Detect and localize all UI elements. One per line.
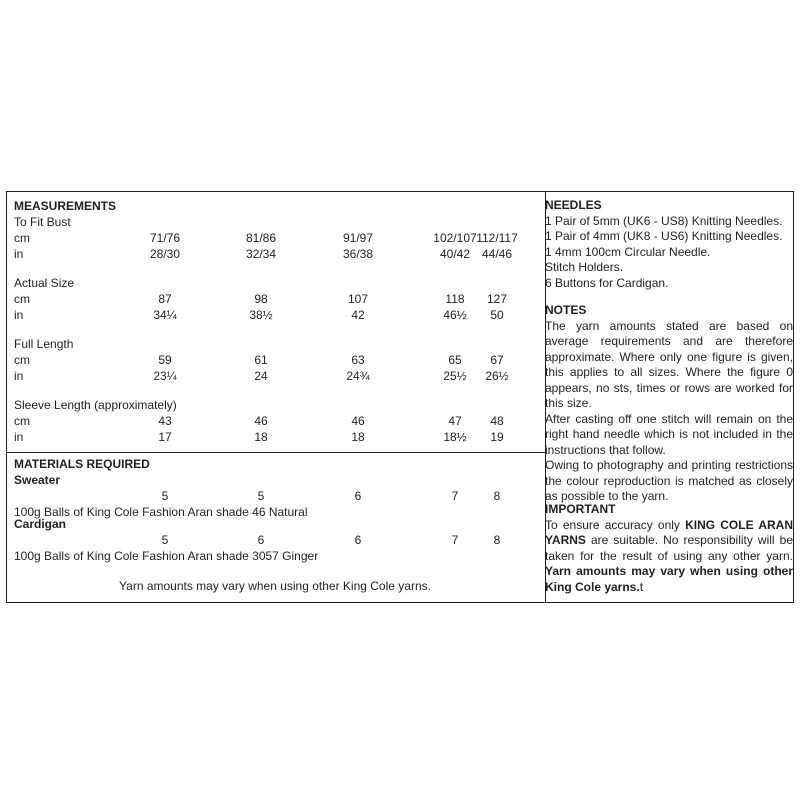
brand-name: KING COLE ARAN YARNS [545,517,793,547]
size-value: 71/76 [149,231,181,245]
material-item-description: 100g Balls of King Cole Fashion Aran shade 46 Natural [14,505,308,519]
size-value: 127 [486,292,508,306]
size-value: 8 [493,533,501,547]
size-value: 42 [351,308,365,322]
important-text-1: To ensure accuracy only [545,517,686,532]
size-value: 24 [254,369,268,383]
size-value: 8 [493,489,501,503]
size-value: 81/86 [245,231,277,245]
size-value: 48 [490,414,504,428]
unit-label: cm [14,292,30,306]
needle-line: 1 Pair of 4mm (UK8 - US6) Knitting Needles. [545,229,783,243]
notes-heading: NOTES [545,303,587,317]
size-value: 26½ [485,369,509,383]
size-value: 25½ [443,369,467,383]
size-value: 87 [158,292,172,306]
size-value: 98 [254,292,268,306]
size-value: 18 [254,430,268,444]
yarn-warning: Yarn amounts may vary when using other King Cole yarns. [545,564,793,594]
size-value: 47 [448,414,462,428]
size-value: 36/38 [342,247,374,261]
needles-heading: NEEDLES [545,198,602,212]
size-value: 91/97 [342,231,374,245]
size-value: 7 [451,489,459,503]
size-value: 32/34 [245,247,277,261]
measurement-section-title: To Fit Bust [14,215,71,229]
materials-heading: MATERIALS REQUIRED [14,457,150,471]
unit-label: cm [14,353,30,367]
important-text-2: are suitable. No responsibility will be taken for the result of using any other yarn. [545,533,793,563]
size-value: 40/42 [439,247,471,261]
size-value: 44/46 [481,247,513,261]
notes-section [545,303,793,505]
size-value: 46½ [443,308,467,322]
section-divider [7,452,545,453]
trailing-char: t [639,579,644,594]
size-value: 6 [354,533,362,547]
unit-label: in [14,369,24,383]
size-value: 107 [347,292,369,306]
size-value: 34¼ [153,308,177,322]
unit-label: cm [14,231,30,245]
unit-label: cm [14,414,30,428]
size-value: 5 [161,533,169,547]
size-value: 67 [490,353,504,367]
unit-label: in [14,247,24,261]
measurements-heading: MEASUREMENTS [14,199,117,213]
size-value: 6 [354,489,362,503]
size-value: 118 [445,292,465,306]
size-value: 7 [451,533,459,547]
notes-paragraph: After casting off one stitch will remain on the right hand needle which is not included in the instructions that follow. [545,411,793,457]
needle-line: 6 Buttons for Cardigan. [545,275,669,290]
needles-section [545,198,793,291]
material-item-name: Cardigan [14,517,67,531]
size-value: 18 [351,430,365,444]
measurement-section-title: Full Length [14,337,74,351]
needle-line: 1 Pair of 5mm (UK6 - US8) Knitting Needles. [545,213,783,228]
important-text [545,518,793,596]
size-value: 5 [257,489,265,503]
size-value: 6 [257,533,265,547]
important-heading: IMPORTANT [545,502,616,516]
notes-paragraph: Owing to photography and printing restrictions the colour reproduction is matched as closely as possible to the yarn. [545,458,793,503]
size-value: 17 [158,430,172,444]
materials-footnote: Yarn amounts may vary when using other King Cole yarns. [119,579,431,593]
needle-line: Stitch Holders. [545,260,624,274]
size-value: 38½ [249,308,273,322]
important-section [545,502,793,595]
unit-label: in [14,430,24,444]
size-value: 23¼ [153,369,177,383]
notes-paragraph: The yarn amounts stated are based on average requirements and are therefore approximate. Where only one figure is given, this applies to all sizes. Where the figure 0 appears, no sts, times or rows are worked for this size. [545,318,793,410]
size-value: 5 [161,489,169,503]
size-value: 59 [158,353,172,367]
size-value: 65 [448,353,462,367]
size-value: 18½ [443,430,467,444]
material-item-name: Sweater [14,473,61,487]
material-item-description: 100g Balls of King Cole Fashion Aran shade 3057 Ginger [14,549,319,563]
size-value: 43 [158,414,172,428]
size-value: 50 [490,308,504,322]
size-value: 112/117 [476,231,518,245]
unit-label: in [14,308,24,322]
measurement-section-title: Actual Size [14,276,75,290]
size-value: 102/107 [433,231,477,245]
needle-line: 1 4mm 100cm Circular Needle. [545,244,711,259]
size-value: 46 [254,414,268,428]
measurement-section-title: Sleeve Length (approximately) [14,398,177,412]
size-value: 61 [254,353,268,367]
size-value: 19 [490,430,504,444]
size-value: 28/30 [149,247,181,261]
size-value: 63 [351,353,365,367]
size-value: 24¾ [346,369,370,383]
size-value: 46 [351,414,365,428]
